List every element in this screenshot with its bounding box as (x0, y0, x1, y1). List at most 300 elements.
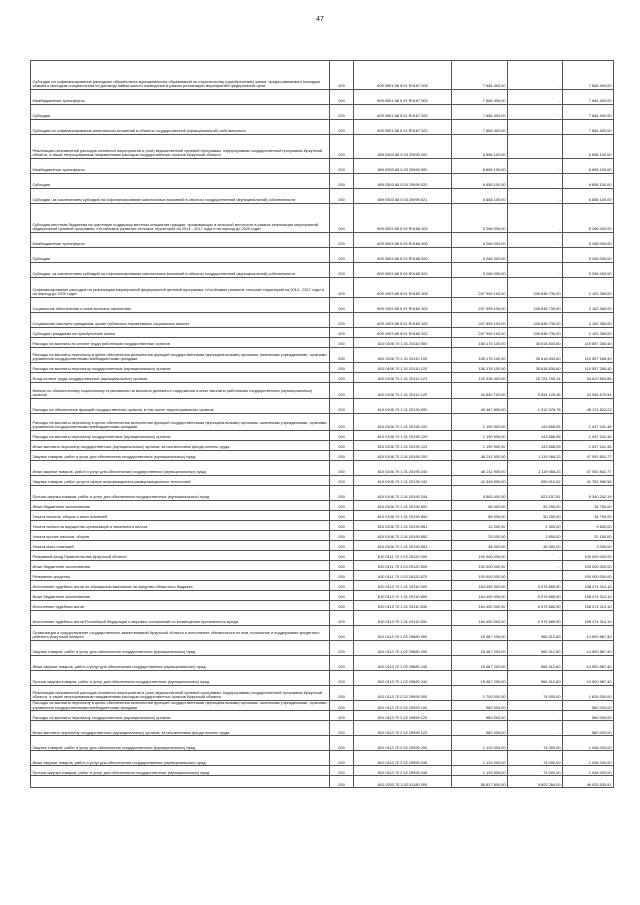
row-approved: 6 858 100,00 (452, 159, 508, 174)
row-name: Исполнение судебных актов Российской Федерации и мировых соглашений по возмещению причиненного вреда (31, 611, 330, 626)
row-remaining: 46 025 535,91 (563, 776, 614, 788)
row-executed: - (508, 189, 563, 204)
row-code: 200 (330, 551, 354, 561)
table-row (31, 233, 614, 248)
row-kbk: 810 0113 70 2 02 29999 000 (354, 686, 452, 701)
row-kbk: 810 0106 70 1 01 20190 853 (354, 541, 452, 551)
row-remaining: 100 000 000,00 (563, 551, 614, 561)
row-name: Расходы на выплаты персоналу в целях обеспечения выполнения функций государственными (муниципальными) органами, казенными учреждениями, органами управления государственными внебюджетными фондами (31, 414, 330, 431)
row-approved: 7 684 400,00 (452, 61, 508, 90)
row-remaining: 14 500 887,40 (563, 641, 614, 656)
row-name: Реализация направлений расходов основного мероприятия и (или) ведомственной целевой программы, подпрограммы государственной программы Иркутской области, а также непрограммным направлениям расходов государственных органов Иркутской области (31, 686, 330, 701)
row-kbk: 810 0113 70 2 02 29999 100 (354, 701, 452, 711)
row-approved: 1 190 900,00 (452, 441, 508, 451)
row-executed: 2 400,00 (508, 521, 563, 531)
row-name: Реализация направлений расходов основного мероприятия и (или) ведомственной целевой программы, подпрограммы государственной программы Иркутской области, а также непрограммным направлениям расходов государственных органов Иркутской области (31, 135, 330, 159)
table-row (31, 501, 614, 511)
row-kbk: 809 0503 68 5 03 29999 000 (354, 135, 452, 159)
row-code: 200 (330, 486, 354, 501)
row-approved: 55 627 800,00 (452, 776, 508, 788)
row-kbk: 809 0503 68 5 03 29999 520 (354, 174, 452, 189)
row-executed: 50 250,00 (508, 501, 563, 511)
table-row (31, 701, 614, 711)
row-remaining: 5 266 000,00 (563, 263, 614, 278)
table-row (31, 204, 614, 233)
row-remaining: 5 340 242,19 (563, 486, 614, 501)
table-row (31, 721, 614, 736)
row-kbk: 810 0203 70 3 02 51180 000 (354, 776, 452, 788)
table-row (31, 626, 614, 641)
table-row (31, 751, 614, 766)
row-kbk: 809 0503 68 5 03 R0188 500 (354, 233, 452, 248)
table-row (31, 298, 614, 313)
row-name: Расходы на обеспечение функций государственных органов, в том числе территориальных органов (31, 399, 330, 414)
row-remaining: 41 752 589,58 (563, 476, 614, 486)
table-row (31, 61, 614, 90)
row-executed: 245 836 735,00 (508, 328, 563, 338)
row-kbk: 810 0111 70 1 03 29120 870 (354, 571, 452, 581)
row-remaining: 6 858 100,00 (563, 174, 614, 189)
row-remaining: 1 047 241,45 (563, 414, 614, 431)
row-approved: 247 999 100,00 (452, 328, 508, 338)
row-executed: - (508, 233, 563, 248)
table-row (31, 511, 614, 521)
row-approved: 15 467 200,00 (452, 641, 508, 656)
row-remaining: 5 266 000,00 (563, 204, 614, 233)
row-kbk: 810 0106 70 1 01 20110 000 (354, 338, 452, 348)
row-kbk: 810 0106 70 1 01 20110 121 (354, 373, 452, 383)
row-code: 200 (330, 641, 354, 656)
row-remaining: 5 266 000,00 (563, 248, 614, 263)
row-name: Уплата налога на имущество организаций и земельного налога (31, 521, 330, 531)
row-approved: 1 120 000,00 (452, 751, 508, 766)
row-code: 200 (330, 278, 354, 298)
row-code: 200 (330, 461, 354, 476)
row-approved: 164 450 000,00 (452, 601, 508, 611)
table-row (31, 174, 614, 189)
row-name: Иные выплаты персоналу государственных (муниципальных) органов, за исключением фонда оплаты труда (31, 441, 330, 451)
row-remaining: 47 092 831,77 (563, 451, 614, 461)
row-code: 200 (330, 61, 354, 90)
row-executed: 2 850,00 (508, 531, 563, 541)
row-name: Расходы на выплаты персоналу в целях обеспечения выполнения функций государственными (муниципальными) органами, казенными учреждениями, органами управления государственными внебюджетными фондами (31, 348, 330, 363)
row-approved: 1 120 000,00 (452, 766, 508, 776)
row-remaining: 24 946 570,54 (563, 383, 614, 399)
row-code: 200 (330, 263, 354, 278)
table-row (31, 338, 614, 348)
row-approved: 12 000,00 (452, 521, 508, 531)
row-code: 200 (330, 686, 354, 701)
row-executed: 1 119 068,23 (508, 461, 563, 476)
row-name: Закупка товаров, работ и услуг для обеспечения государственных (муниципальных) нужд (31, 736, 330, 751)
row-name: Иные бюджетные ассигнования (31, 501, 330, 511)
table-row (31, 641, 614, 656)
row-code: 200 (330, 298, 354, 313)
row-remaining: 119 557 265,40 (563, 363, 614, 373)
row-code: 200 (330, 328, 354, 338)
row-name: Иные бюджетные ассигнования (31, 561, 330, 571)
row-kbk: 809 0501 68 5 01 R0187 520 (354, 105, 452, 120)
row-remaining: 7 684 400,00 (563, 120, 614, 135)
row-approved: 164 450 000,00 (452, 611, 508, 626)
row-approved: 247 999 100,00 (452, 298, 508, 313)
row-name: Иные закупки товаров, работ и услуг для обеспечения государственных (муниципальных) нужд (31, 751, 330, 766)
row-remaining: 94 610 694,86 (563, 373, 614, 383)
row-executed: 35 618 834,60 (508, 338, 563, 348)
row-name: Резервный фонд Правительства Иркутской области (31, 551, 330, 561)
table-row (31, 541, 614, 551)
row-approved: 164 450 000,00 (452, 581, 508, 591)
row-executed: 45 000,00 (508, 541, 563, 551)
row-name: Субсидии местным бюджетам на грантовую поддержку местных инициатив граждан, проживающих в сельской местности в рамках реализации мероприятий федеральной целевой программы «Устойчивое развитие сельских территорий на 2014 - 2017 годы и на период до 2020 года» (31, 204, 330, 233)
row-executed: - (508, 159, 563, 174)
row-remaining: 9 600,00 (563, 521, 614, 531)
table-row (31, 776, 614, 788)
row-approved: 6 858 100,00 (452, 174, 508, 189)
row-remaining: 1 626 000,00 (563, 686, 614, 701)
row-executed: 50 250,00 (508, 511, 563, 521)
row-executed: 966 312,60 (508, 671, 563, 686)
row-name: Межбюджетные трансферты (31, 90, 330, 105)
row-approved: 1 190 900,00 (452, 414, 508, 431)
row-code: 200 (330, 521, 354, 531)
row-name: Организация и осуществление государственных заимствований Иркутской области и исполнение обязательств по ним, погашение и поддержание кредитного рейтинга Иркутской области (31, 626, 330, 641)
row-executed: 74 000,00 (508, 736, 563, 751)
row-code: 200 (330, 701, 354, 711)
row-approved: 49 487 800,00 (452, 399, 508, 414)
row-kbk: 810 0113 70 1 02 29680 240 (354, 656, 452, 671)
row-executed: - (508, 174, 563, 189)
row-remaining: 22 150,00 (563, 531, 614, 541)
row-kbk: 810 0106 70 1 01 20190 100 (354, 414, 452, 431)
row-approved: 7 684 400,00 (452, 105, 508, 120)
budget-execution-table (30, 60, 614, 788)
row-remaining: 14 500 887,40 (563, 671, 614, 686)
table-row (31, 711, 614, 721)
table-row (31, 736, 614, 751)
row-approved: 247 999 100,00 (452, 313, 508, 328)
row-name: Субсидии гражданам на приобретение жилья (31, 328, 330, 338)
row-name: Расходы на выплаты персоналу государственных (муниципальных) органов (31, 363, 330, 373)
row-kbk: 809 0501 68 5 01 R0187 522 (354, 120, 452, 135)
row-name: Уплата прочих налогов, сборов (31, 531, 330, 541)
row-kbk: 810 0106 70 1 01 20190 122 (354, 441, 452, 451)
row-approved: 25 000,00 (452, 531, 508, 541)
row-kbk: 810 0106 70 1 01 20190 852 (354, 531, 452, 541)
row-code: 200 (330, 766, 354, 776)
table-row (31, 248, 614, 263)
row-name: Софинансирование расходов на реализацию мероприятий федеральной целевой программы «Устойчивое развитие сельских территорий на 2014 - 2017 годы и на период до 2020 года» (31, 278, 330, 298)
row-approved: 580 000,00 (452, 721, 508, 736)
row-executed: 595 910,42 (508, 476, 563, 486)
table-row (31, 656, 614, 671)
row-executed: 1 312 976,78 (508, 399, 563, 414)
row-remaining: 14 500 887,40 (563, 626, 614, 641)
table-row (31, 476, 614, 486)
row-approved: 164 450 000,00 (452, 591, 508, 601)
table-row (31, 611, 614, 626)
row-kbk: 810 0106 70 1 01 20190 240 (354, 461, 452, 476)
row-kbk: 809 0501 68 5 01 R0187 000 (354, 61, 452, 90)
row-kbk: 810 0106 70 1 01 20110 120 (354, 363, 452, 373)
row-remaining: 48 174 823,22 (563, 399, 614, 414)
row-code: 200 (330, 204, 354, 233)
table-row (31, 373, 614, 383)
row-name: Уплата налогов, сборов и иных платежей (31, 511, 330, 521)
row-executed: 35 618 834,60 (508, 363, 563, 373)
row-kbk: 810 0106 70 1 01 20110 129 (354, 383, 452, 399)
row-kbk: 810 0111 70 1 03 29120 800 (354, 561, 452, 571)
row-approved: 1 700 000,00 (452, 686, 508, 701)
row-kbk: 810 0106 70 1 01 20190 242 (354, 476, 452, 486)
row-kbk: 810 0113 70 2 02 29999 122 (354, 721, 452, 736)
row-executed: 74 000,00 (508, 686, 563, 701)
row-code: 200 (330, 591, 354, 601)
row-code: 200 (330, 571, 354, 581)
row-executed: 245 836 735,00 (508, 298, 563, 313)
row-remaining: 100 000 000,00 (563, 561, 614, 571)
row-remaining: 1 046 000,00 (563, 766, 614, 776)
row-name: Исполнение судебных актов (31, 601, 330, 611)
row-remaining: 158 474 314,10 (563, 611, 614, 626)
row-remaining: 6 858 100,00 (563, 135, 614, 159)
row-name: Расходы на выплаты персоналу в целях обеспечения выполнения функций государственными (муниципальными) органами, казенными учреждениями, органами управления государственными внебюджетными фондами (31, 701, 330, 711)
row-approved: 5 266 000,00 (452, 204, 508, 233)
row-kbk: 809 1003 68 5 01 R0180 322 (354, 328, 452, 338)
table-row (31, 328, 614, 338)
row-remaining: 7 684 400,00 (563, 105, 614, 120)
row-remaining: 119 557 265,40 (563, 348, 614, 363)
table-row (31, 90, 614, 105)
row-code: 200 (330, 671, 354, 686)
row-executed: 5 975 685,90 (508, 611, 563, 626)
row-approved: 85 000,00 (452, 501, 508, 511)
row-approved: 100 000 000,00 (452, 551, 508, 561)
row-approved: 6 858 100,00 (452, 135, 508, 159)
table-row (31, 521, 614, 531)
row-name: Закупка товаров, работ и услуг для обеспечения государственных (муниципальных) нужд (31, 641, 330, 656)
table-row (31, 120, 614, 135)
table-row (31, 486, 614, 501)
row-code: 200 (330, 601, 354, 611)
row-code: 200 (330, 313, 354, 328)
row-code: 200 (330, 373, 354, 383)
row-remaining: 1 046 000,00 (563, 751, 614, 766)
row-code: 200 (330, 476, 354, 486)
row-kbk: 810 0106 70 1 01 20110 100 (354, 348, 452, 363)
row-kbk: 809 1003 68 5 01 R0180 000 (354, 278, 452, 298)
row-kbk: 809 0503 68 5 03 R0188 000 (354, 204, 452, 233)
row-code: 200 (330, 541, 354, 551)
row-kbk: 809 1003 68 5 01 R0180 300 (354, 298, 452, 313)
row-name: Субсидии (31, 174, 330, 189)
row-name: Иные бюджетные ассигнования (31, 591, 330, 601)
row-code: 200 (330, 248, 354, 263)
row-name: Фонд оплаты труда государственных (муниципальных) органов (31, 373, 330, 383)
row-code: 200 (330, 581, 354, 591)
row-code: 200 (330, 561, 354, 571)
row-kbk: 810 0113 70 1 01 29110 831 (354, 611, 452, 626)
row-code: 200 (330, 611, 354, 626)
row-kbk: 810 0113 70 1 01 29110 830 (354, 601, 452, 611)
row-executed: 1 119 068,23 (508, 451, 563, 461)
row-code: 200 (330, 776, 354, 788)
row-approved: 155 176 100,00 (452, 348, 508, 363)
row-code: 200 (330, 441, 354, 451)
row-kbk: 810 0113 70 2 02 29999 244 (354, 766, 452, 776)
table-body (31, 61, 614, 788)
row-remaining: 100 000 000,00 (563, 571, 614, 581)
row-kbk: 810 0111 70 1 03 29120 000 (354, 551, 452, 561)
row-kbk: 810 0113 70 1 01 29110 800 (354, 591, 452, 601)
row-executed: 9 602 264,09 (508, 776, 563, 788)
row-name: Иные закупки товаров, работ и услуг для обеспечения государственных (муниципальных) нужд (31, 461, 330, 476)
row-code: 200 (330, 159, 354, 174)
row-approved: 1 120 000,00 (452, 736, 508, 751)
row-code: 200 (330, 348, 354, 363)
row-code: 200 (330, 90, 354, 105)
row-name: Субсидии на софинансирование капитальных вложений в объекты государственной (муниципальной) собственности (31, 120, 330, 135)
row-code: 200 (330, 721, 354, 736)
row-approved: 120 335 400,00 (452, 373, 508, 383)
row-kbk: 809 0503 68 5 03 R0188 521 (354, 263, 452, 278)
row-remaining: 580 000,00 (563, 721, 614, 736)
row-kbk: 810 0106 70 1 01 20190 800 (354, 501, 452, 511)
row-kbk: 810 0113 70 1 02 29680 000 (354, 626, 452, 641)
row-name: Прочая закупка товаров, работ и услуг для обеспечения государственных (муниципальных) нужд (31, 766, 330, 776)
row-executed: 5 975 685,90 (508, 591, 563, 601)
row-executed: 35 618 834,60 (508, 348, 563, 363)
row-code: 200 (330, 501, 354, 511)
row-remaining: 580 000,00 (563, 711, 614, 721)
row-executed: 966 312,60 (508, 626, 563, 641)
row-executed: - (508, 571, 563, 581)
table-row (31, 189, 614, 204)
table-row (31, 348, 614, 363)
row-name: Межбюджетные трансферты (31, 159, 330, 174)
row-executed: 74 000,00 (508, 751, 563, 766)
row-name: Социальные выплаты гражданам, кроме публичных нормативных социальных выплат (31, 313, 330, 328)
row-code: 200 (330, 711, 354, 721)
row-executed: - (508, 105, 563, 120)
row-name: Взносы по обязательному социальному страхованию на выплаты денежного содержания и иные выплаты работникам государственных (муниципальных) органов (31, 383, 330, 399)
row-executed: - (508, 90, 563, 105)
row-executed: 523 157,81 (508, 486, 563, 501)
page-number: 47 (316, 16, 324, 23)
row-kbk: 810 0113 70 1 01 29110 000 (354, 581, 452, 591)
row-name: Социальное обеспечение и иные выплаты населению (31, 298, 330, 313)
table-row (31, 601, 614, 611)
row-name: Расходы на выплаты персоналу государственных (муниципальных) органов (31, 431, 330, 441)
row-code: 200 (330, 399, 354, 414)
row-approved: 85 000,00 (452, 511, 508, 521)
row-executed: - (508, 561, 563, 571)
row-remaining: 2 162 365,00 (563, 313, 614, 328)
table-row (31, 263, 614, 278)
row-code: 200 (330, 120, 354, 135)
row-executed: 143 658,55 (508, 414, 563, 431)
row-approved: 155 176 100,00 (452, 338, 508, 348)
table-row (31, 451, 614, 461)
row-code: 200 (330, 531, 354, 541)
row-code: 200 (330, 511, 354, 521)
table-row (31, 461, 614, 476)
table-row (31, 159, 614, 174)
table-row (31, 531, 614, 541)
row-code: 200 (330, 431, 354, 441)
row-approved: 1 190 900,00 (452, 431, 508, 441)
row-code: 200 (330, 189, 354, 204)
row-executed: - (508, 551, 563, 561)
row-kbk: 809 1003 68 5 01 R0180 320 (354, 313, 452, 328)
row-remaining: 34 750,00 (563, 501, 614, 511)
row-name: Закупка товаров, работ и услуг для обеспечения государственных (муниципальных) нужд (31, 451, 330, 461)
row-kbk: 810 0113 70 1 02 29680 200 (354, 641, 452, 656)
row-name: Субсидии на софинансирование расходных обязательств муниципальных образований по строительству (приобретению) жилья, предоставляемого молодым семьям и молодым специалистам по договору найма жилого помещения в рамках реализации мероприятий федеральной цели (31, 61, 330, 90)
row-executed: 5 975 685,90 (508, 601, 563, 611)
row-approved: 5 266 000,00 (452, 263, 508, 278)
row-approved: 48 000,00 (452, 541, 508, 551)
table-row (31, 135, 614, 159)
table-row (31, 383, 614, 399)
row-name: Межбюджетные трансферты (31, 233, 330, 248)
table-row (31, 581, 614, 591)
row-kbk: 810 0113 70 2 02 29999 120 (354, 711, 452, 721)
row-remaining: 7 684 400,00 (563, 61, 614, 90)
row-executed: - (508, 248, 563, 263)
row-approved: 7 684 400,00 (452, 90, 508, 105)
row-kbk: 810 0106 70 1 01 20190 851 (354, 521, 452, 531)
row-code: 200 (330, 626, 354, 641)
row-code: 200 (330, 414, 354, 431)
row-remaining: 3 000,00 (563, 541, 614, 551)
row-executed: 966 312,60 (508, 641, 563, 656)
row-remaining: 1 047 241,45 (563, 441, 614, 451)
row-remaining: 158 474 314,10 (563, 591, 614, 601)
row-name: Субсидии (31, 105, 330, 120)
row-code: 200 (330, 233, 354, 248)
row-name: Субсидии (31, 248, 330, 263)
row-approved: 15 467 200,00 (452, 656, 508, 671)
row-remaining: 7 684 400,00 (563, 90, 614, 105)
row-executed: 74 000,00 (508, 766, 563, 776)
table-row (31, 399, 614, 414)
row-code: 200 (330, 451, 354, 461)
row-approved: 15 467 200,00 (452, 626, 508, 641)
row-remaining: 2 162 365,00 (563, 328, 614, 338)
table-row (31, 686, 614, 701)
row-kbk: 809 0503 68 5 03 R0188 520 (354, 248, 452, 263)
row-executed: 25 724 705,14 (508, 373, 563, 383)
row-kbk: 810 0106 70 1 01 20190 000 (354, 399, 452, 414)
row-approved: 48 211 900,00 (452, 461, 508, 476)
row-executed: - (508, 721, 563, 736)
row-name: Уплата иных платежей (31, 541, 330, 551)
row-executed: 143 658,55 (508, 441, 563, 451)
table-row (31, 571, 614, 581)
row-kbk: 810 0113 70 1 02 29680 244 (354, 671, 452, 686)
table-row (31, 431, 614, 441)
row-code: 200 (330, 363, 354, 373)
table-row (31, 561, 614, 571)
row-executed: 245 836 735,00 (508, 278, 563, 298)
table-row (31, 105, 614, 120)
row-name: Резервные средства (31, 571, 330, 581)
table-row (31, 278, 614, 298)
row-remaining: 2 162 365,00 (563, 298, 614, 313)
row-approved: 580 000,00 (452, 701, 508, 711)
row-kbk: 810 0106 70 1 01 20190 244 (354, 486, 452, 501)
